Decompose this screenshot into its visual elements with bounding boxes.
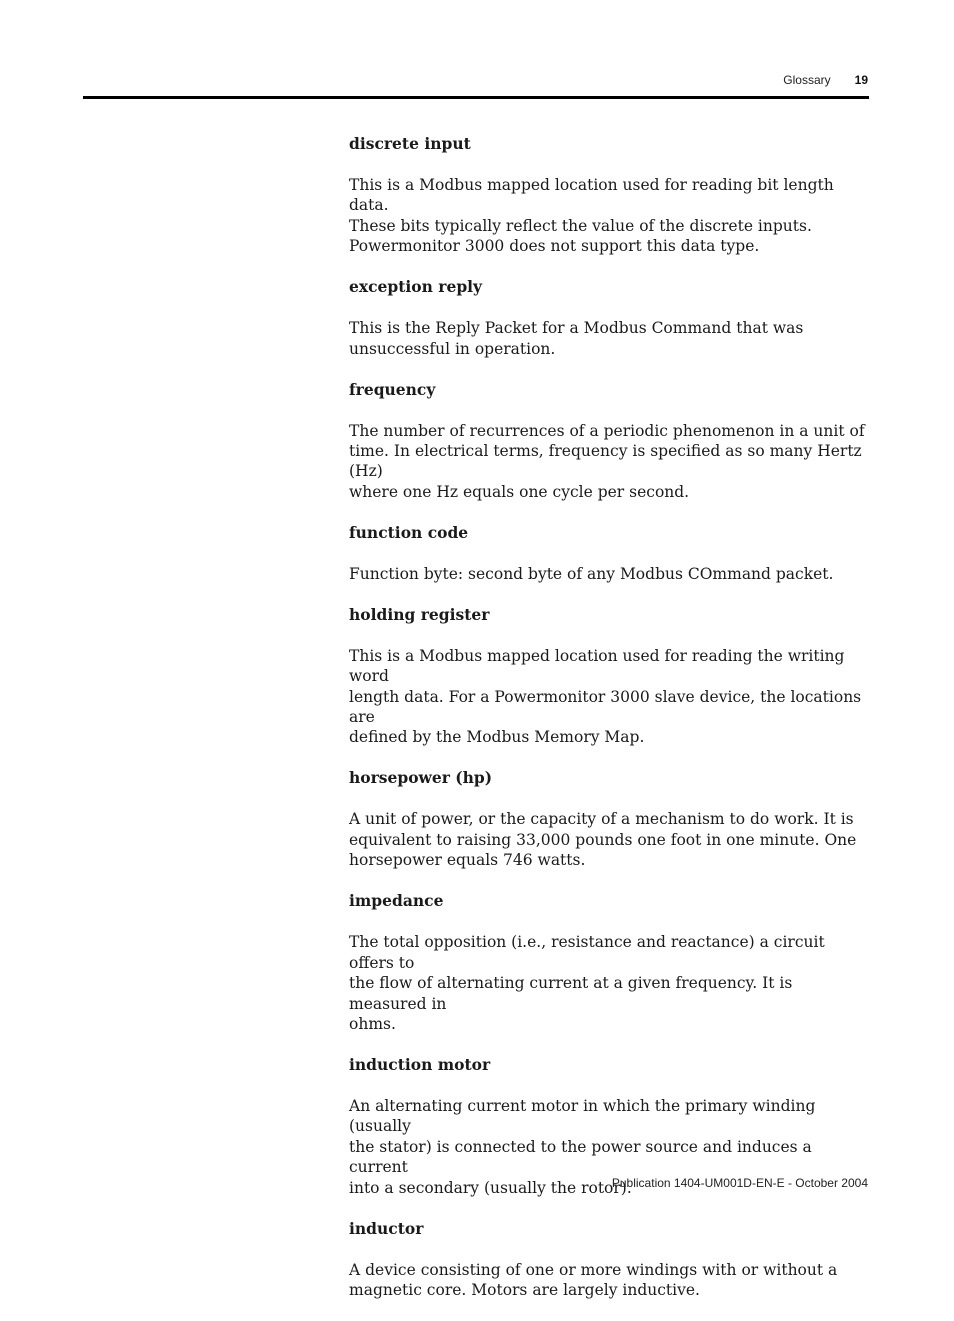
- definition-line: unsuccessful in operation.: [349, 339, 556, 358]
- glossary-entry: [349, 1219, 869, 1301]
- glossary-term: function code: [349, 522, 469, 542]
- definition-line: length data. For a Powermonitor 3000 slave device, the locations are: [349, 687, 862, 727]
- definition-line: Powermonitor 3000 does not support this data type.: [349, 237, 760, 256]
- definition-line: horsepower equals 746 watts.: [349, 851, 586, 870]
- glossary-definition: [349, 421, 869, 503]
- glossary-definition: [349, 809, 869, 870]
- definition-line: time. In electrical terms, frequency is specified as so many Hertz (Hz): [349, 442, 862, 481]
- glossary-definition: [349, 175, 869, 257]
- glossary-entry: [349, 605, 869, 748]
- glossary-term: discrete input: [349, 134, 471, 153]
- glossary-entry: [349, 277, 869, 359]
- glossary-entry: [349, 380, 869, 503]
- glossary-entry: [349, 134, 869, 257]
- definition-line: where one Hz equals one cycle per second.: [349, 482, 690, 501]
- glossary-entry: [349, 768, 869, 870]
- header-rule: [83, 96, 869, 99]
- definition-line: defined by the Modbus Memory Map.: [349, 728, 645, 747]
- glossary-definition: [349, 564, 869, 584]
- definition-line: A device consisting of one or more windings with or without a: [349, 1260, 838, 1279]
- definition-line: magnetic core. Motors are largely inductive.: [349, 1280, 700, 1299]
- glossary-definition: [349, 318, 869, 359]
- glossary-definition: [349, 932, 869, 1034]
- definition-line: These bits typically reflect the value of the discrete inputs.: [349, 216, 812, 235]
- glossary-term: holding register: [349, 604, 490, 624]
- definition-line: into a secondary (usually the rotor).: [349, 1178, 632, 1197]
- definition-line: the stator) is connected to the power source and induces a current: [349, 1137, 812, 1177]
- definition-line: The number of recurrences of a periodic phenomenon in a unit of: [349, 421, 865, 440]
- definition-line: ohms.: [349, 1014, 396, 1033]
- glossary-term: frequency: [349, 379, 436, 399]
- glossary-entry: [349, 891, 869, 1034]
- section-title: Glossary: [783, 73, 831, 87]
- definition-line: This is a Modbus mapped location used for reading bit length data.: [349, 176, 834, 215]
- glossary-entry: [349, 523, 869, 584]
- glossary-term: horsepower (hp): [349, 768, 493, 788]
- publication-footer: Publication 1404-UM001D-EN-E - October 2004: [611, 1176, 868, 1190]
- definition-line: The total opposition (i.e., resistance and reactance) a circuit offers to: [349, 933, 825, 972]
- glossary-term: impedance: [349, 891, 444, 911]
- glossary-term: exception reply: [349, 277, 483, 297]
- definition-line: A unit of power, or the capacity of a mechanism to do work. It is: [349, 810, 854, 829]
- definition-line: equivalent to raising 33,000 pounds one foot in one minute. One: [349, 830, 857, 849]
- glossary-term: induction motor: [349, 1054, 491, 1074]
- page-header: [783, 73, 868, 87]
- glossary-definition: [349, 646, 869, 748]
- definition-line: Function byte: second byte of any Modbus COmmand packet.: [349, 564, 834, 583]
- definition-line: This is a Modbus mapped location used for reading the writing word: [349, 646, 845, 686]
- glossary-definition: [349, 1260, 869, 1301]
- glossary-term: inductor: [349, 1218, 424, 1238]
- definition-line: the flow of alternating current at a given frequency. It is measured in: [349, 974, 793, 1013]
- definition-line: An alternating current motor in which the primary winding (usually: [349, 1096, 816, 1136]
- definition-line: This is the Reply Packet for a Modbus Command that was: [349, 319, 804, 338]
- glossary-list: [349, 134, 869, 1321]
- page-number: 19: [854, 73, 868, 87]
